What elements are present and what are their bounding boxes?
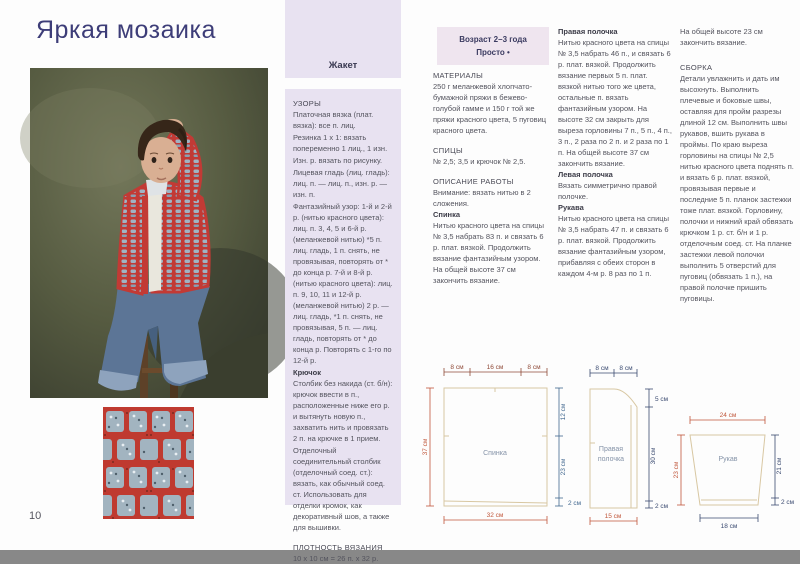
front-label-2: полочка [597,456,625,463]
front-top-dim-1: 8 см [595,365,609,372]
back-heading: Спинка [433,210,461,219]
age-label: Возраст 2–3 года [459,35,527,44]
sleeve-left-dim: 23 см [673,461,680,479]
sleeve-right-dim-2: 2 см [781,499,795,506]
swatch-illustration [103,407,194,519]
right-front-text: Нитью красного цвета на спицы № 3,5 набрать 46 п., и связать 6 р. плат. вязкой. Продолжить вязание первых 5 п. плат. вязкой нитью того же цвета, остальные п. вязать фантазийным узором. На высоте 32 см закрыть для выреза горловины 7 п., 5 п., 4 п., 3 п., 2 раза по 2 п. и 2 раза по 1 п. На общей высоте 37 см закончить вязание. [558,38,672,168]
eye [152,157,157,163]
pattern-wrong-side: Изн. р. вязать по рисунку. [293,156,383,165]
schematics [418,358,800,544]
jacket-header-box [285,0,401,78]
needles-text: № 2,5; 3,5 и крючок № 2,5. [433,157,526,166]
right-front-heading: Правая полочка [558,27,618,36]
page-title: Яркая мозаика [36,16,216,44]
back-right-dim-2: 23 см [560,458,567,476]
materials-heading: МАТЕРИАЛЫ [433,71,484,80]
front-right-dim-2: 30 см [650,447,657,465]
shirt [148,188,162,292]
crochet-slip: Отделочный соединительный столбик (отделочный соед. ст.): вязать, как обычный соед. ст. Использовать для отделки кромок, как декоративный шов, а также для вышивки. [293,446,390,532]
sleeve-label: Рукав [718,456,738,463]
back-right-dim-1: 12 см [560,403,567,421]
patterns-box [285,89,401,563]
back-left-dim: 37 см [422,438,429,456]
back-top-dim-1: 8 см [450,364,464,371]
back-top-dim-3: 8 см [527,364,541,371]
pattern-fantasy: Фантазийный узор: 1-й и 2-й р. (нитью красного цвета): лиц. п. 3, 4, 5 и 6-й р. (меланжевой нитью) *5 п. лиц. гладь, 1 п. снять, не провязывая, повторять от * до конца р. 7-й и 8-й р. (нитью красного цвета): лиц. п. 9, 10, 11 и 12-й р. (меланжевой нитью) 2 р. — лиц. гладь, *1 п. снять, не провязывая, 5 п. — лиц. гладь, повторять от * до конца р. Повторять с 1-го по 12-й р. [293,202,393,365]
front-top-dim-2: 8 см [619,365,633,372]
sleeve-top-dim: 24 см [719,412,737,419]
crochet-sc: Столбик без накида (ст. б/н): крючок ввести в п., расположенные ниже его р. и вытянуть новую п., захватить нить и провязать 2 п. на крючке в 1 прием. [293,379,393,443]
gauge-value: 10 х 10 см = 26 п. х 32 р. [293,554,379,563]
gauge-heading: ПЛОТНОСТЬ ВЯЗАНИЯ [293,543,383,552]
fronts-column [558,26,672,279]
age-difficulty-box [437,27,549,65]
sleeves-text: Нитью красного цвета на спицы № 3,5 набрать 47 п. и связать 6 р. плат. вязкой. Продолжить вязание фантазийным узором, прибавляя с обеих сторон в каждом 4-м р. 8 раз по 1 п. [558,214,669,278]
back-right-dim-3: 2 см [568,500,582,507]
child-photo-illustration [30,68,268,398]
front-right-dim-1: 5 см [655,396,669,403]
front-label-1: Правая [598,446,624,453]
pattern-stockinette: Лицевая гладь (лиц. гладь): лиц. п. — лиц. п., изн. р. — изн. п. [293,168,390,199]
swatch-photo [103,407,194,519]
sleeve-schematic [673,412,795,530]
assembly-column [680,26,794,304]
back-bottom-dim: 32 см [486,512,504,519]
materials-text: 250 г меланжевой хлопчато-бумажной пряжи в бежево-голубой гамме и 150 г той же пряжи красного цвета, 5 пуговиц красного цвета. [433,82,547,135]
difficulty-label: Просто • [476,48,510,57]
sleeves-heading: Рукава [558,203,584,212]
needles-heading: СПИЦЫ [433,146,463,155]
left-front-heading: Левая полочка [558,170,613,179]
instructions-note: Внимание: вязать нитью в 2 сложения. [433,188,531,208]
page-number: 10 [29,510,42,522]
pattern-rib: Резинка 1 х 1: вязать попеременно 1 лиц., 1 изн. [293,133,388,153]
schematics-svg [418,358,800,544]
jacket-header-label: Жакет [328,60,358,71]
right-front-schematic [590,365,669,525]
eye [168,157,173,163]
sleeve-bottom-dim: 18 см [720,523,738,530]
child-photo [30,68,268,398]
materials-column [433,70,547,286]
front-band [142,196,148,294]
back-schematic [422,364,582,524]
back-label: Спинка [483,450,507,457]
patterns-heading: УЗОРЫ [293,99,322,108]
back-top-dim-2: 16 см [486,364,504,371]
instructions-heading: ОПИСАНИЕ РАБОТЫ [433,177,514,186]
assembly-text: Детали увлажнить и дать им высохнуть. Выполнить плечевые и боковые швы, оставляя для пройм разрезы длиной 12 см. Выполнить швы рукавов, вшить рукава в проймы. По краю выреза горловины на спицы № 2,5 нитью красного цвета поднять п. и вязать 6 р. плат. вязкой, провязывая первые и последние 5 п. планок застежки тоже плат. вязкой. Горловину, полочки и нижний край обвязать крючком 1 р. ст. б/н и 1 р. отделочным соед. ст. На планке застежки левой полочки выполнить 5 отверстий для пуговиц (обвязать 1 п.), на правой полочке пришить пуговицы. [680,74,794,303]
sleeves-text-cont: На общей высоте 23 см закончить вязание. [680,27,763,47]
pattern-garter: Платочная вязка (плат. вязка): все п. лиц. [293,110,374,130]
back-text: Нитью красного цвета на спицы № 3,5 набрать 83 п. и связать 6 р. плат. вязкой. Продолжить вязание фантазийным узором. На общей высоте 37 см закончить вязание. [433,221,544,285]
assembly-heading: СБОРКА [680,63,713,72]
front-bottom-dim: 15 см [604,513,622,520]
crochet-heading: Крючок [293,368,321,377]
left-front-text: Вязать симметрично правой полочке. [558,181,657,201]
front-right-dim-3: 2 см [655,503,669,510]
sleeve-right-dim-1: 21 см [776,457,783,475]
